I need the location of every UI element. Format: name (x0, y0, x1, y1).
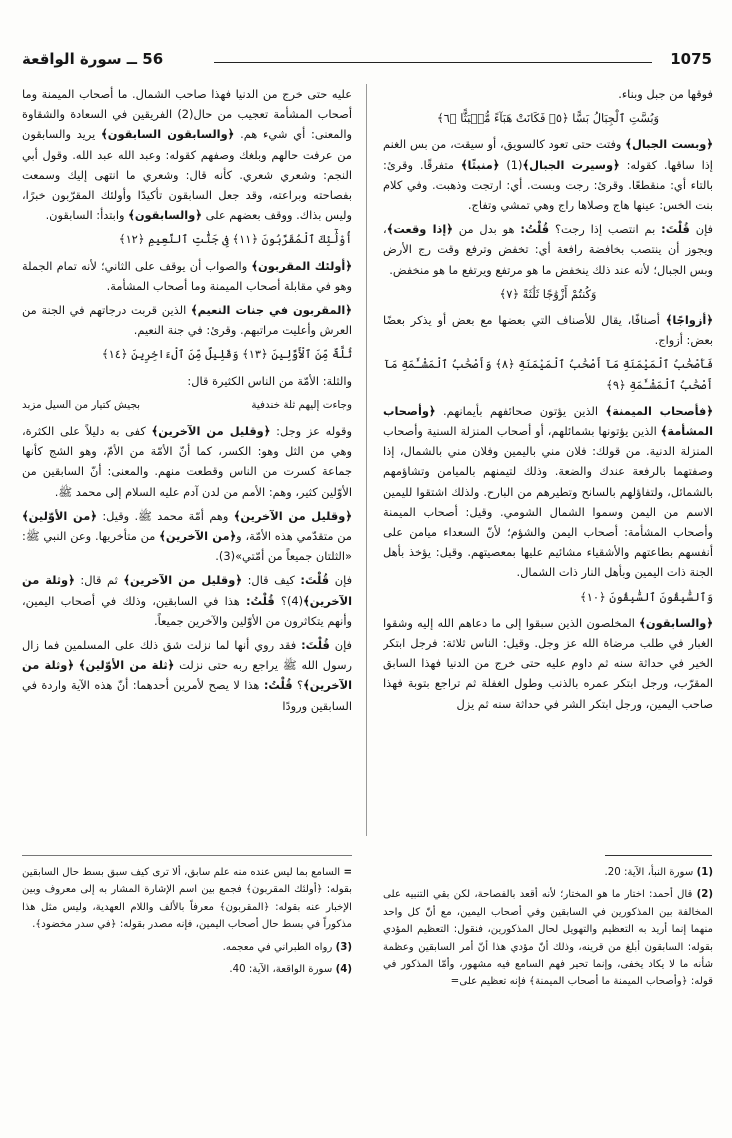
footnote-text: سورة الواقعة، الآية: 40. (229, 964, 333, 976)
footnote-number: (4) (335, 964, 352, 976)
text-run: وفتت حتى تعود كالسويق، أو سيقت، من بس الغنم إذا ساقها. كقوله: (383, 137, 713, 172)
highlighted-phrase: قُلْتَ: (661, 222, 690, 237)
text-run: هذا في السابقين، وذلك في أصحاب اليمين، وأنهم يتكاثرون من الأوّلين والآخرين جميعاً. (22, 593, 352, 628)
paragraph (383, 310, 713, 350)
text-run: فوقها من جبل وبناء. (618, 87, 713, 101)
highlighted-phrase: ﴿من الآخرين﴾ (159, 529, 237, 544)
text-run: فإن (329, 573, 352, 588)
text-run: هذا لا يصح لأمرين أحدهما: أنّ هذه الآية واردة في السابقين ورودًا (22, 678, 352, 713)
footnote-number: (1) (696, 867, 713, 878)
highlighted-phrase: ﴿وسيرت الجبال﴾ (522, 157, 620, 172)
text-run: فإن (689, 222, 713, 237)
text-run: أصنافًا، يقال للأصناف التي بعضها مع بعض أو يذكر بعضًا بعض: أزواج. (383, 313, 713, 348)
text-run: الذين يؤتونها بشمائلهم، أو أصحاب المنزلة السنية وأصحاب المنزلة الدنية. من قولك: فلان مني باليمين وفلان مني بالشمال، إذا وصفتهما بالرفعة عندك والضعة. وذلك لتيمنهم بالميامن وتشاؤمهم بالشمائل، ولتفاؤلهم بالسانح وتطيرهم من البارح. ولذلك اشتقوا لليمين الاسم من اليمن وسموا الشمال الشومي. وقيل: أصحاب الميمنة وأصحاب المشأمة: أصحاب اليمن والشؤم؛ لأنّ السعداء ميامن على أنفسهم بطاعتهم والأشقياء مشائيم عليها بمعصيتهم. وقيل: يؤخذ بأهل الجنة ذات اليمين وبأهل النار ذات الشمال. (383, 424, 713, 580)
text-run: وقوله عز وجل: (270, 424, 352, 439)
highlighted-phrase: قُلْتُ: (245, 593, 275, 608)
highlighted-phrase: قُلْتَ: (300, 573, 330, 588)
text-run: ، ويجوز أن ينتصب بخافضة رافعة أي: تخفض وترفع وقت رج الأرض وبس الجبال؛ لأنه عند ذلك ينخفض ما هو مرتفع ويرتفع ما هو منخفض. (383, 222, 713, 277)
text-column-left (22, 84, 352, 836)
paragraph (22, 570, 352, 631)
paragraph (22, 635, 352, 716)
text-run: كفى به دليلاً على الكثرة، وهي من الثل وهو: الكسر، كما أنّ الأمّة من الأمّ، وهو الشج كأنها جماعة كسرت من الناس وقطعت منهم. والمعنى: أنّ السابقين من الأوّلين كثير، وهم: الأمم من لدن آدم عليه السلام إلى محمد ﷺ. (22, 424, 352, 499)
quran-verse: أُوْلَٰٓئِكَ ٱلْمُقَرَّبُونَ ﴿١١﴾ فِى جَنَّٰتِ ٱلنَّعِيمِ ﴿١٢﴾ (118, 232, 352, 247)
footnote-number: (2) (696, 889, 713, 901)
highlighted-phrase: ﴿وقليل من الآخرين﴾ (151, 424, 271, 439)
footnote (383, 886, 713, 990)
text-run: (1) (499, 157, 523, 172)
paragraph (22, 84, 352, 225)
highlighted-phrase: ﴿المقربون في جنات النعيم﴾ (190, 303, 352, 318)
poem-hemistich: وجاءت إليهم ثلة خندفية (251, 398, 352, 411)
text-column-right (383, 84, 713, 836)
quran-verse: وَبُسَّتِ ٱلْجِبَالُ بَسًّا ﴿٥﴾ فَكَانَتْ هَبَآءً مُّنۢبَثًّا ﴿٦﴾ (436, 111, 660, 126)
footnote (383, 864, 713, 881)
page-number: 1075 (670, 50, 712, 68)
paragraph (383, 84, 713, 104)
quran-verse: وَكُنتُمْ أَزْوَٰجًا ثَلَٰثَةً ﴿٧﴾ (499, 286, 597, 301)
highlighted-phrase: قُلْتُ: (520, 222, 550, 237)
highlighted-phrase: ﴿منبثًا﴾ (460, 157, 500, 172)
text-run: كيف قال: (242, 573, 301, 588)
paragraph (22, 506, 352, 567)
highlighted-phrase: ﴿أولئك المقربون﴾ (251, 258, 352, 273)
highlighted-phrase: ﴿وأصحاب المشأمة﴾ (383, 403, 713, 439)
footnote-text: السامع بما ليس عنده منه علم سابق، ألا ترى كيف سبق بسط حال السابقين بقوله: ﴿أولئك المقربون﴾ فجمع بين اسم الإشارة المشار به إلى معروف وبين الإخبار عنه بقوله: ﴿المقربون﴾ معرفاً بالألف واللام العهدية، وليس مثل هذا مذكوراً في بسط حال أصحاب اليمين، فإنه مصدر بقوله: ﴿في سدر مخضود﴾. (22, 867, 352, 931)
footnotes-left (22, 864, 352, 1124)
highlighted-phrase: ﴿والسابقون﴾ (128, 208, 202, 223)
footnotes-right (383, 864, 713, 1124)
text-run: (4)؟ (274, 593, 304, 608)
text-run: عليه حتى خرج من الدنيا فهذا صاحب الشمال. ما أصحاب الميمنة وما أصحاب المشأمة تعجيب من حال (22, 87, 352, 122)
poem-hemistich: بجيش كتيار من السيل مزبد (22, 398, 141, 411)
footnote-number: = (343, 867, 352, 878)
text-run: (3) (218, 549, 236, 564)
footnote (22, 961, 352, 978)
text-run: . (215, 549, 219, 564)
text-run: والصواب أن يوقف على الثاني؛ لأنه تمام الجملة وهو في مقابلة أصحاب الميمنة وما أصحاب المشأمة. (22, 258, 352, 293)
page-header (22, 50, 712, 72)
text-run: يريد والسابقون من عرفت حالهم وبلغك وصفهم كقوله: وعبد الله عبد الله. وقول أبي النجم: وشعري شعري. كأنه قال: وشعري ما انتهى إليك وسمعت بفصاحته وبراعته، وقد جعل السابقون تأكيدًا وأولئك المقرّبون خبرًا، وليس بذاك. ووقف بعضهم على (22, 127, 352, 223)
highlighted-phrase: ﴿وقليل من الآخرين﴾ (123, 573, 243, 588)
paragraph (383, 134, 713, 215)
highlighted-phrase: ﴿أزواجًا﴾ (665, 313, 713, 328)
paragraph (22, 371, 352, 391)
quran-verse: ثُلَّةٌ مِّنَ ٱلْأَوَّلِينَ ﴿١٣﴾ وَقَلِيلٌ مِّنَ ٱلْءَاخِرِينَ ﴿١٤﴾ (101, 347, 352, 362)
text-run: ثم قال: (74, 573, 124, 588)
header-rule (214, 62, 652, 63)
column-divider (366, 84, 367, 836)
highlighted-phrase: ﴿وثلة من الآخرين﴾ (22, 573, 352, 608)
paragraph (383, 613, 713, 714)
surah-title: 56 ــ سورة الواقعة (22, 50, 164, 68)
footnote-separator-right (605, 855, 712, 856)
text-run: من متقدّمي هذه الأمّة، و (236, 529, 352, 544)
text-run: الذين يؤتون صحائفهم بأيمانهم. (435, 403, 606, 418)
poem-verse (22, 395, 352, 415)
text-run: والثلة: الأمّة من الناس الكثيرة قال: (187, 373, 352, 388)
highlighted-phrase: ﴿وبست الجبال﴾ (625, 137, 713, 152)
text-run: وابتدأ: السابقون. (45, 208, 129, 223)
highlighted-phrase: ﴿وقليل من الآخرين﴾ (233, 508, 352, 523)
text-run: ؟ (292, 678, 304, 693)
footnote (22, 939, 352, 956)
highlighted-phrase: ﴿إذا وقعت﴾ (386, 222, 453, 237)
footnote-text: سورة النبأ، الآية: 20. (604, 867, 694, 878)
highlighted-phrase: ﴿وثلة من الآخرين﴾ (22, 658, 352, 693)
quran-verse: فَأَصْحَٰبُ ٱلْمَيْمَنَةِ مَآ أَصْحَٰبُ ٱلْمَيْمَنَةِ ﴿٨﴾ وَأَصْحَٰبُ ٱلْمَشْـَٔمَةِ مَآ أَصْحَٰبُ ٱلْمَشْـَٔمَةِ ﴿٩﴾ (384, 357, 713, 392)
footnote-number: (3) (335, 941, 352, 953)
text-run: المخلصون الذين سبقوا إلى ما دعاهم الله إليه وشقوا الغبار في طلب مرضاة الله عز وجل. وقيل: الناس ثلاثة: فرجل ابتكر الخير في حداثة سنه ثم داوم عليه حتى خرج من الدنيا فهذا السابق المقرّب، ورجل ابتكر عمره بالذنب وطول الغفلة ثم تراجع بتوبة فهذا صاحب اليمين، ورجل ابتكر الشر في حداثة سنه ثم يزل (383, 615, 713, 711)
text-run: فقد روي أنها لما نزلت شق ذلك على المسلمين فما زال رسول الله ﷺ يراجع ربه حتى نزلت (22, 638, 352, 673)
footnote-text: رواه الطبراني في معجمه. (222, 941, 333, 953)
paragraph (22, 300, 352, 340)
text-run: الذين قربت درجاتهم في الجنة من العرش وأعليت مراتبهم. وقرئ: في جنة النعيم. (22, 303, 352, 338)
text-run: فإن (329, 638, 352, 653)
paragraph (383, 401, 713, 583)
highlighted-phrase: ﴿فأصحاب الميمنة﴾ (605, 403, 713, 418)
text-run: الفريقين في السعادة والشقاوة والمعنى: أي شيء هم. (22, 107, 352, 142)
footnote (22, 864, 352, 934)
highlighted-phrase: ﴿ثلة من الأوّلين﴾ (78, 658, 175, 673)
highlighted-phrase: قُلْتَ: (301, 638, 330, 653)
text-run: بم انتصب إذا رجت؟ (549, 222, 662, 237)
highlighted-phrase: ﴿والسابقون السابقون﴾ (101, 127, 235, 142)
paragraph (22, 256, 352, 296)
text-run: متفرقًا. وقرئ: بالتاء أي: منقطعًا. وقرئ: رجت وبست. أي: ارتجت وذهبت. وفي كلام بنت الخس: عينها هاج وصلاها راج وهي تمشي وتفاج. (383, 157, 713, 213)
paragraph (383, 219, 713, 280)
highlighted-phrase: قُلْتُ: (263, 678, 293, 693)
text-run: وهم أمّة محمد ﷺ. وقيل: (96, 508, 234, 523)
text-run: من متأخريها. وعن النبي ﷺ: «الثلتان جميعاً من أمّتي» (22, 529, 352, 564)
text-run: هو بدل من (452, 222, 521, 237)
highlighted-phrase: ﴿والسابقون﴾ (639, 615, 713, 630)
text-run: (2) (177, 107, 194, 122)
highlighted-phrase: ﴿من الأوّلين﴾ (22, 508, 97, 523)
footnote-text: قال أحمد: اختار ما هو المختار؛ لأنه أقعد بالفصاحة، لكن بقي التنبيه على المخالفة بين المذكورين في السابقين وفي أصحاب اليمين، مع أنّ كل واحد منهما إنما أريد به التعظيم والتهويل لحال المذكورين، فنقول: التعظيم المؤدي بقوله: السابقون أبلغ من قرينه، وذلك أنّ مؤدي هذا أنّ أمر السابقين وعظمة شأنه ما لا يكاد يخفى، وإنما تحير فهم السامع فيه مشهور، وأمّا المذكور في قوله: ﴿وأصحاب الميمنة ما أصحاب الميمنة﴾ فإنه تعظيم على= (383, 889, 713, 988)
footnote-separator-left (22, 855, 352, 856)
quran-verse: وَٱلسَّٰبِقُونَ ٱلسَّٰبِقُونَ ﴿١٠﴾ (580, 589, 713, 604)
paragraph (22, 421, 352, 502)
